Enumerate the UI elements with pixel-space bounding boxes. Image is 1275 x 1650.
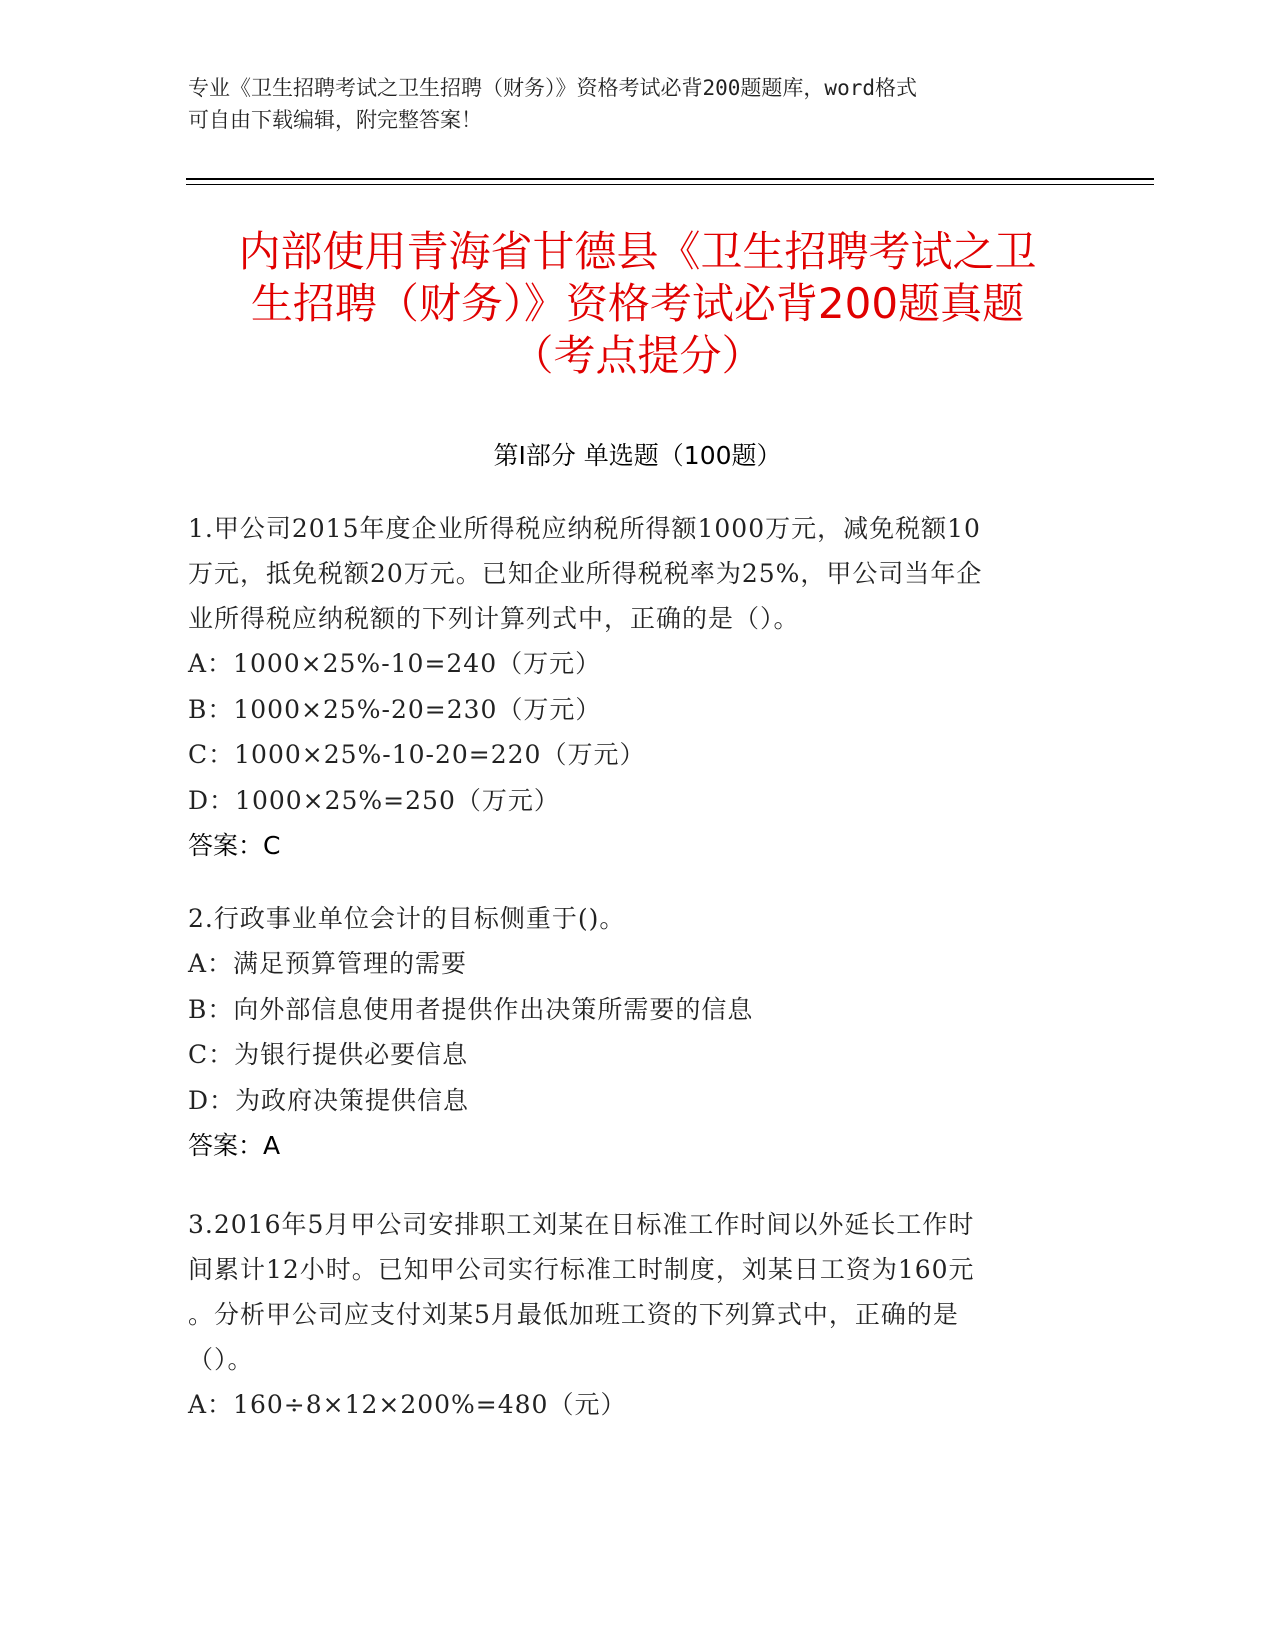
section-heading: 第Ⅰ部分 单选题（100题） <box>493 441 782 470</box>
question-text-line: 万元，抵免税额20万元。已知企业所得税税率为25%，甲公司当年企 <box>188 559 983 588</box>
question-2 <box>188 896 1068 1168</box>
option-a: A：1000×25%-10=240（万元） <box>188 649 602 678</box>
question-text-line: 3.2016年5月甲公司安排职工刘某在日标准工作时间以外延长工作时 <box>188 1210 975 1239</box>
header-note-line-1: 专业《卫生招聘考试之卫生招聘（财务）》资格考试必背200题题库，word格式 <box>188 76 917 100</box>
question-text-line: 业所得税应纳税额的下列计算列式中，正确的是（）。 <box>188 604 800 633</box>
option-a: A：满足预算管理的需要 <box>188 949 468 978</box>
answer: 答案：C <box>188 831 281 860</box>
question-text-line: （）。 <box>188 1345 254 1374</box>
question-text-line: 1.甲公司2015年度企业所得税应纳税所得额1000万元，减免税额10 <box>188 514 981 543</box>
option-c: C：1000×25%-10-20=220（万元） <box>188 740 646 769</box>
question-text-line: 间累计12小时。已知甲公司实行标准工时制度，刘某日工资为160元 <box>188 1255 975 1284</box>
header-note-line-2: 可自由下载编辑，附完整答案！ <box>188 108 482 132</box>
option-b: B：向外部信息使用者提供作出决策所需要的信息 <box>188 994 754 1024</box>
question-3 <box>188 1202 1068 1428</box>
question-1 <box>188 506 1068 868</box>
answer: 答案：A <box>188 1131 281 1160</box>
title-line-3: （考点提分） <box>511 331 764 380</box>
option-a: A：160÷8×12×200%=480（元） <box>188 1390 627 1419</box>
question-text-line: 。分析甲公司应支付刘某5月最低加班工资的下列算式中，正确的是 <box>188 1300 959 1329</box>
header-note <box>188 72 1068 136</box>
title-line-2: 生招聘（财务）》资格考试必背200题真题 <box>250 279 1025 328</box>
option-d: D：1000×25%=250（万元） <box>188 785 560 815</box>
option-b: B：1000×25%-20=230（万元） <box>188 694 602 724</box>
question-text-line: 2.行政事业单位会计的目标侧重于()。 <box>188 904 626 933</box>
option-d: D：为政府决策提供信息 <box>188 1085 470 1115</box>
option-c: C：为银行提供必要信息 <box>188 1040 469 1069</box>
document-title <box>150 226 1125 382</box>
title-line-1: 内部使用青海省甘德县《卫生招聘考试之卫 <box>238 227 1037 276</box>
header-divider-thick <box>186 178 1154 180</box>
header-divider-thin <box>186 184 1154 185</box>
